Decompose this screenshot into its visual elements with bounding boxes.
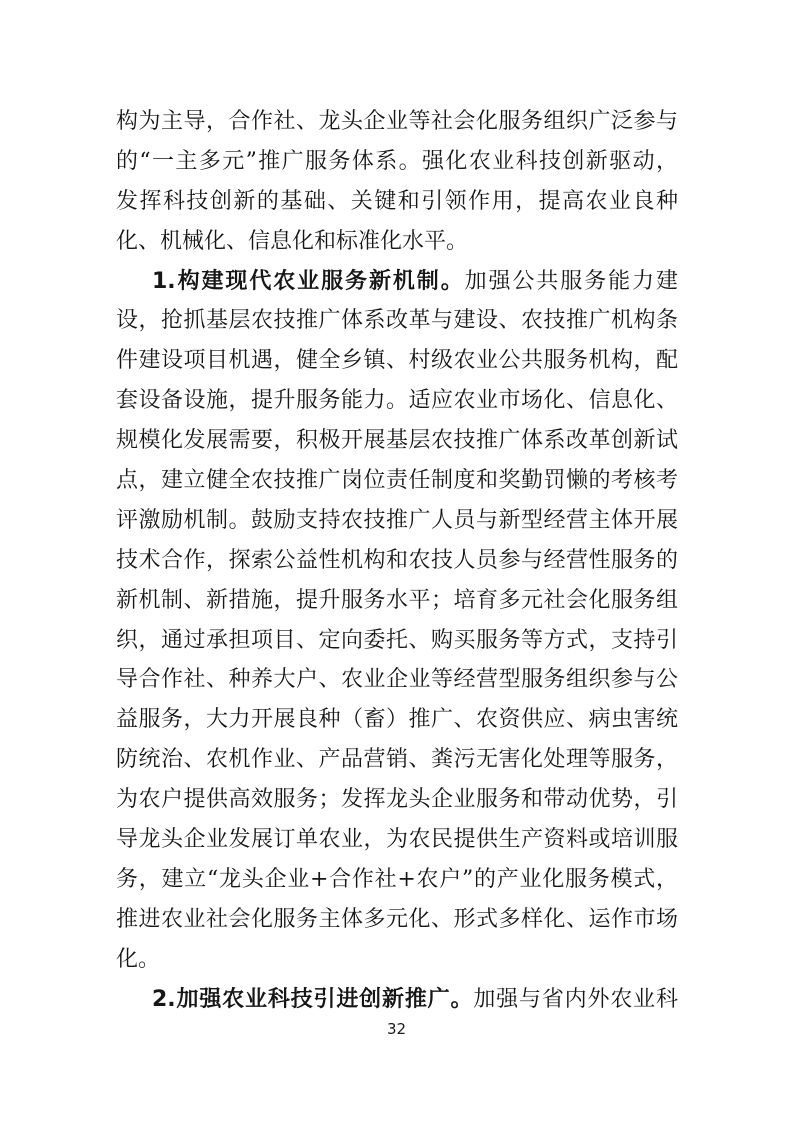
- paragraph-lead-bold: 2.加强农业科技引进创新推广。: [152, 986, 474, 1012]
- text-line: 技术合作，探索公益性机构和农技人员参与经营性服务的: [116, 547, 678, 573]
- text-line: 新机制、新措施，提升服务水平；培育多元社会化服务组: [116, 587, 678, 613]
- page-number: 32: [386, 1020, 407, 1038]
- text-line: 益服务，大力开展良种（畜）推广、农资供应、病虫害统: [116, 707, 678, 733]
- line-text: 加强公共服务能力建: [464, 268, 678, 294]
- text-line: 构为主导，合作社、龙头企业等社会化服务组织广泛参与: [116, 109, 678, 134]
- text-line: 件建设项目机遇，健全乡镇、村级农业公共服务机构，配: [116, 348, 678, 374]
- text-line: 套设备设施，提升服务能力。适应农业市场化、信息化、: [116, 388, 678, 414]
- text-line: 导合作社、种养大户、农业企业等经营型服务组织参与公: [116, 667, 678, 693]
- text-line: 织，通过承担项目、定向委托、购买服务等方式，支持引: [116, 627, 678, 653]
- text-line: 点，建立健全农技推广岗位责任制度和奖勤罚懒的考核考: [116, 468, 678, 494]
- text-line: 为农户提供高效服务；发挥龙头企业服务和带动优势，引: [116, 787, 678, 813]
- text-line: 推进农业社会化服务主体多元化、形式多样化、运作市场: [116, 906, 678, 932]
- text-line: 务，建立“龙头企业+合作社+农户”的产业化服务模式，: [116, 866, 678, 892]
- text-line: [116, 980, 678, 1020]
- text-line: 防统治、农机作业、产品营销、粪污无害化处理等服务，: [116, 747, 678, 773]
- text-line: 评激励机制。鼓励支持农技推广人员与新型经营主体开展: [116, 507, 678, 533]
- text-line: 化、机械化、信息化和标准化水平。: [116, 228, 469, 254]
- text-line: [116, 262, 678, 302]
- text-line: 规模化发展需要，积极开展基层农技推广体系改革创新试: [116, 428, 678, 454]
- text-line: 发挥科技创新的基础、关键和引领作用，提高农业良种: [116, 188, 678, 214]
- text-line: 的“一主多元”推广服务体系。强化农业科技创新驱动，: [116, 148, 678, 174]
- text-line: 导龙头企业发展订单农业，为农民提供生产资料或培训服: [116, 827, 678, 853]
- line-text: 加强与省内外农业科: [473, 986, 678, 1012]
- text-line: 设，抢抓基层农技推广体系改革与建设、农技推广机构条: [116, 308, 678, 334]
- paragraph-lead-bold: 1.构建现代农业服务新机制。: [152, 268, 465, 294]
- document-body: [116, 102, 678, 1019]
- text-line: 化。: [116, 946, 161, 972]
